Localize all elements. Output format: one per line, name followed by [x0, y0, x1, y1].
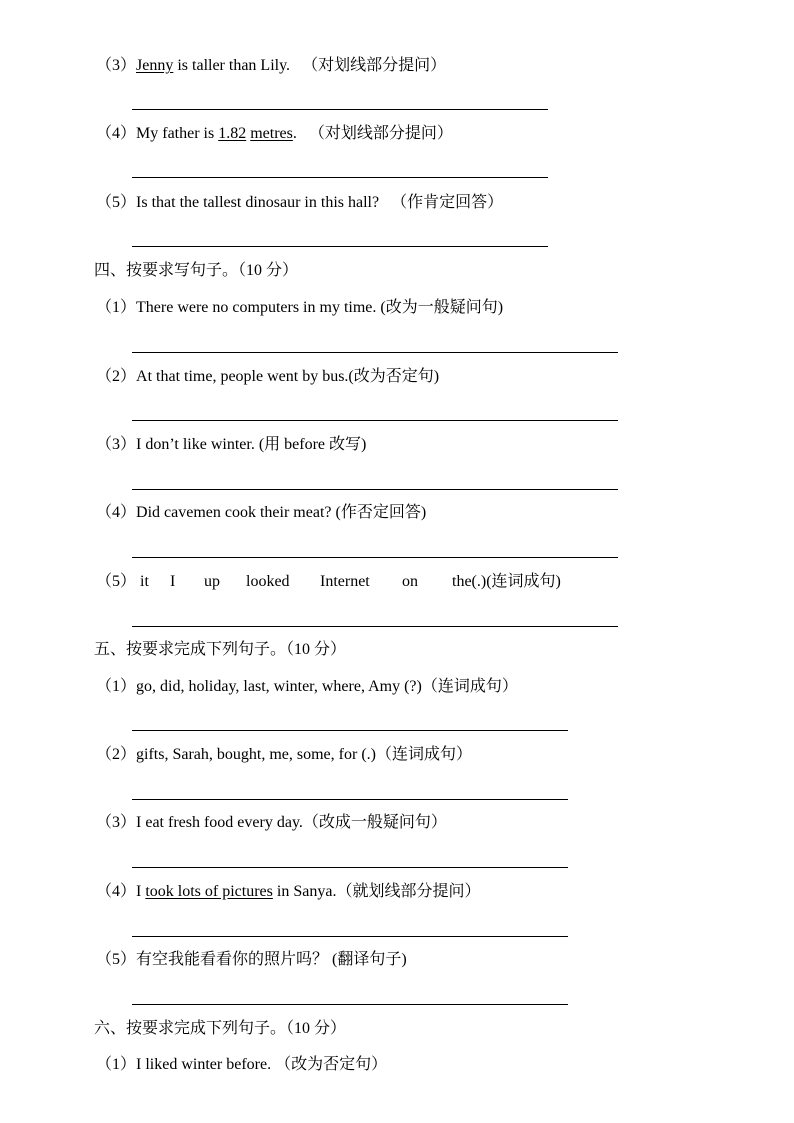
scrambled-word: on — [402, 573, 418, 590]
answer-line[interactable] — [132, 420, 618, 421]
answer-line[interactable] — [132, 557, 618, 558]
question-number: （3） — [96, 57, 137, 74]
question-4-2 — [96, 367, 439, 387]
question-4-3 — [96, 435, 366, 455]
answer-line[interactable] — [132, 352, 618, 353]
question-text: Did cavemen cook their meat? (作否定回答) — [136, 504, 427, 521]
answer-line[interactable] — [132, 177, 548, 178]
instruction: （对划线部分提问） — [308, 125, 453, 142]
question-text: 有空我能看看你的照片吗？ (翻译句子) — [136, 951, 407, 968]
question-number: （4） — [96, 883, 137, 900]
underlined-number: 1.82 — [218, 125, 247, 142]
question-text: I liked winter before. （改为否定句） — [136, 1056, 388, 1073]
question-5-4 — [96, 882, 480, 902]
question-6-1 — [96, 1055, 387, 1075]
scrambled-word: looked — [246, 573, 290, 590]
instruction: （作肯定回答） — [391, 194, 504, 211]
question-number: （5） — [96, 194, 137, 211]
question-text-end: . — [292, 125, 297, 142]
question-number: （1） — [96, 299, 137, 316]
question-number: （5） — [96, 573, 137, 590]
question-number: （2） — [96, 368, 137, 385]
instruction: （对划线部分提问） — [302, 57, 447, 74]
question-3-5 — [96, 193, 503, 213]
question-text: At that time, people went by bus.(改为否定句) — [136, 368, 440, 385]
question-number: （5） — [96, 951, 137, 968]
scrambled-word: the(.)(连词成句) — [452, 573, 561, 590]
question-text: is taller than Lily. — [173, 57, 291, 74]
answer-line[interactable] — [132, 936, 568, 937]
section-title-4: 四、按要求写句子。（10 分） — [94, 262, 299, 279]
answer-line[interactable] — [132, 109, 548, 110]
answer-line[interactable] — [132, 867, 568, 868]
question-text: Is that the tallest dinosaur in this hall? — [136, 194, 380, 211]
underlined-phrase: took lots of pictures — [145, 883, 273, 900]
answer-line[interactable] — [132, 626, 618, 627]
section-title-6: 六、按要求完成下列句子。（10 分） — [94, 1020, 347, 1037]
question-number: （1） — [96, 678, 137, 695]
question-number: （3） — [96, 436, 137, 453]
question-text-end: in Sanya.（就划线部分提问） — [272, 883, 481, 900]
scrambled-word: Internet — [320, 573, 370, 590]
question-number: （3） — [96, 814, 137, 831]
question-4-4 — [96, 503, 426, 523]
question-5-2 — [96, 745, 472, 765]
scrambled-word: I — [170, 573, 176, 590]
question-number: （4） — [96, 125, 137, 142]
question-text: My father is — [136, 125, 219, 142]
question-number: （4） — [96, 504, 137, 521]
answer-line[interactable] — [132, 799, 568, 800]
answer-line[interactable] — [132, 730, 568, 731]
question-text: gifts, Sarah, bought, me, some, for (.)（连词成句） — [136, 746, 472, 763]
answer-line[interactable] — [132, 246, 548, 247]
question-text: go, did, holiday, last, winter, where, Amy (?)（连词成句） — [136, 678, 518, 695]
scrambled-word: it — [140, 573, 149, 590]
question-4-1 — [96, 298, 503, 318]
question-number: （1） — [96, 1056, 137, 1073]
question-text: I eat fresh food every day.（改成一般疑问句） — [136, 814, 447, 831]
question-5-3 — [96, 813, 447, 833]
question-number: （2） — [96, 746, 137, 763]
question-5-1 — [96, 677, 518, 697]
underlined-unit: metres — [250, 125, 293, 142]
scrambled-word: up — [204, 573, 220, 590]
question-3-3 — [96, 56, 446, 76]
underlined-word: Jenny — [136, 57, 174, 74]
question-5-5 — [96, 950, 407, 970]
section-title-5: 五、按要求完成下列句子。（10 分） — [94, 641, 347, 658]
question-text: I don’t like winter. (用 before 改写) — [136, 436, 367, 453]
answer-line[interactable] — [132, 489, 618, 490]
answer-line[interactable] — [132, 1004, 568, 1005]
question-text: I — [136, 883, 146, 900]
question-text: There were no computers in my time. (改为一般疑问句) — [136, 299, 504, 316]
question-3-4 — [96, 124, 453, 144]
question-4-5 — [96, 572, 136, 592]
